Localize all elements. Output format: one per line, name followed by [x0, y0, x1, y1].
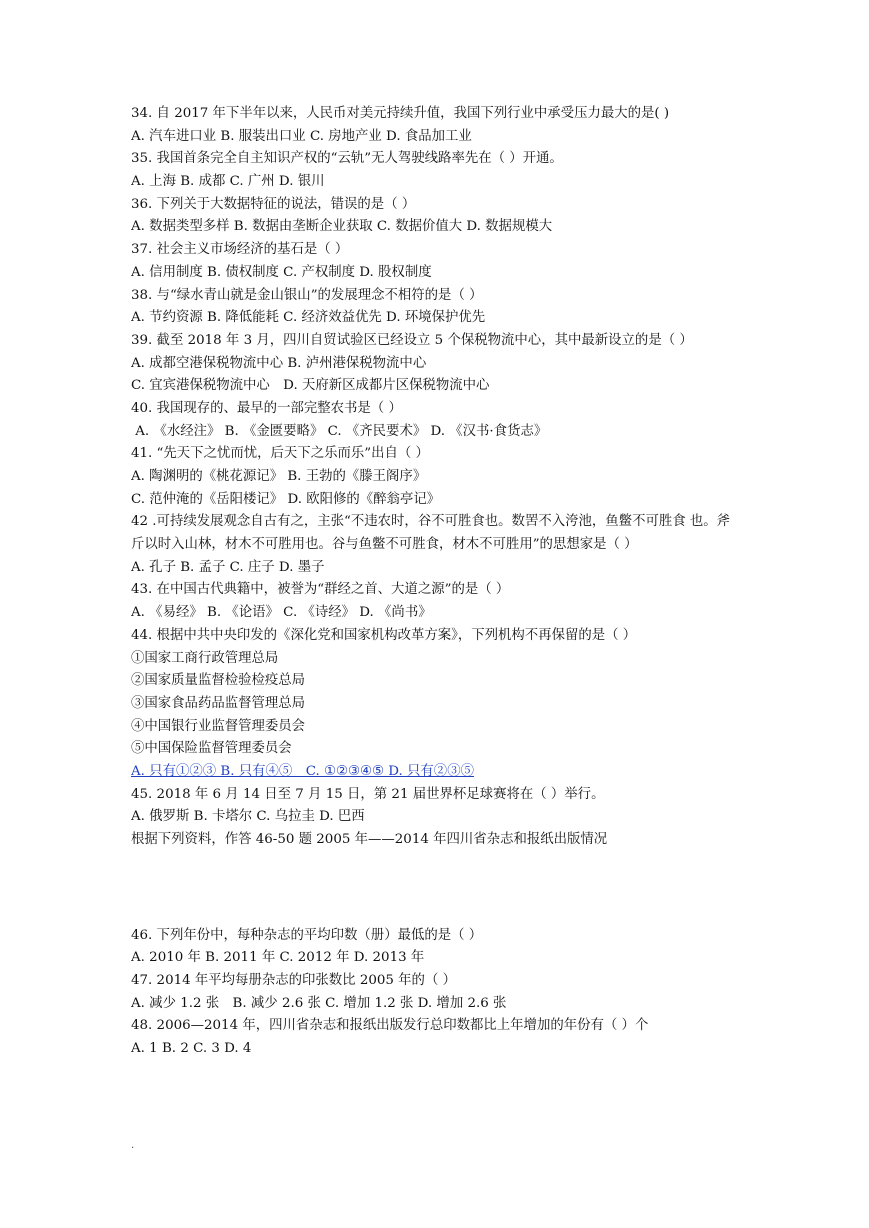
q48-stem: 48. 2006—2014 年，四川省杂志和报纸出版发行总印数都比上年增加的年份有（ ）个 [131, 1018, 649, 1034]
q44-item-4: ④中国银行业监督管理委员会 [131, 718, 306, 734]
q46-stem: 46. 下列年份中，每种杂志的平均印数（册）最低的是（ ） [131, 927, 483, 943]
q41-options-ab: A. 陶渊明的《桃花源记》 B. 王勃的《滕王阁序》 [131, 469, 427, 485]
q44-item-2: ②国家质量监督检验检疫总局 [131, 673, 306, 689]
q42-stem: 42 .可持续发展观念自古有之，主张“不违农时，谷不可胜食也。数罟不入洿池，鱼鳖不可胜食 也。斧斤以时入山林，材木不可胜用也。谷与鱼鳖不可胜食，材木不可胜用”的思想家是（ ） [131, 514, 731, 553]
q38-options: A. 节约资源 B. 降低能耗 C. 经济效益优先 D. 环境保护优先 [131, 310, 486, 326]
q35-stem: 35. 我国首条完全自主知识产权的“云轨”无人驾驶线路率先在（ ）开通。 [131, 151, 563, 167]
q39-options-cd: C. 宜宾港保税物流中心 D. 天府新区成都片区保税物流中心 [131, 378, 490, 394]
q34-stem: 34. 自 2017 年下半年以来，人民币对美元持续升值，我国下列行业中承受压力最大的是( ) [131, 106, 670, 121]
q40-options: A. 《水经注》 B. 《金匮要略》 C. 《齐民要术》 D. 《汉书·食货志》 [131, 423, 548, 439]
q44-item-5: ⑤中国保险监督管理委员会 [131, 741, 292, 757]
q35-options: A. 上海 B. 成都 C. 广州 D. 银川 [131, 174, 325, 190]
q44-item-1: ①国家工商行政管理总局 [131, 650, 279, 666]
q45-stem: 45. 2018 年 6 月 14 日至 7 月 15 日，第 21 届世界杯足球赛将在（ ）举行。 [131, 786, 605, 802]
q37-options: A. 信用制度 B. 债权制度 C. 产权制度 D. 股权制度 [131, 264, 432, 280]
q42-options: A. 孔子 B. 孟子 C. 庄子 D. 墨子 [131, 559, 325, 575]
q34-options: A. 汽车进口业 B. 服装出口业 C. 房地产业 D. 食品加工业 [131, 128, 472, 144]
q39-stem: 39. 截至 2018 年 3 月，四川自贸试验区已经设立 5 个保税物流中心，其中最新设立的是（ ） [131, 332, 693, 348]
q43-stem: 43. 在中国古代典籍中，被誉为“群经之首、大道之源”的是（ ） [131, 582, 510, 598]
footer-mark: . [131, 1140, 135, 1151]
q38-stem: 38. 与“绿水青山就是金山银山”的发展理念不相符的是（ ） [131, 287, 483, 303]
q41-stem: 41. “先天下之忧而忧，后天下之乐而乐”出自（ ） [131, 446, 429, 462]
q46-options: A. 2010 年 B. 2011 年 C. 2012 年 D. 2013 年 [131, 950, 425, 966]
q43-options: A. 《易经》 B. 《论语》 C. 《诗经》 D. 《尚书》 [131, 605, 432, 621]
q41-options-cd: C. 范仲淹的《岳阳楼记》 D. 欧阳修的《醉翁亭记》 [131, 491, 441, 507]
q44-stem: 44. 根据中共中央印发的《深化党和国家机构改革方案》，下列机构不再保留的是（ ） [131, 627, 637, 643]
q37-stem: 37. 社会主义市场经济的基石是（ ） [131, 242, 349, 258]
q40-stem: 40. 我国现存的、最早的一部完整农书是（ ） [131, 400, 402, 416]
q44-options-link[interactable]: A. 只有①②③ B. 只有④⑤ C. ①②③④⑤ D. 只有②③⑤ [131, 763, 474, 779]
q36-stem: 36. 下列关于大数据特征的说法，错误的是（ ） [131, 196, 416, 212]
question-list [131, 103, 743, 1061]
q47-options: A. 减少 1.2 张 B. 减少 2.6 张 C. 增加 1.2 张 D. 增加 2.6 张 [131, 995, 507, 1011]
q47-stem: 47. 2014 年平均每册杂志的印张数比 2005 年的（ ） [131, 973, 456, 989]
q48-options: A. 1 B. 2 C. 3 D. 4 [131, 1041, 252, 1057]
q45-options: A. 俄罗斯 B. 卡塔尔 C. 乌拉圭 D. 巴西 [131, 809, 365, 825]
missing-chart-gap [131, 852, 743, 925]
q36-options: A. 数据类型多样 B. 数据由垄断企业获取 C. 数据价值大 D. 数据规模大 [131, 219, 553, 235]
q39-options-ab: A. 成都空港保税物流中心 B. 泸州港保税物流中心 [131, 355, 427, 371]
material-intro: 根据下列资料，作答 46-50 题 2005 年——2014 年四川省杂志和报纸出版情况 [131, 832, 608, 848]
q44-item-3: ③国家食品药品监督管理总局 [131, 695, 306, 711]
